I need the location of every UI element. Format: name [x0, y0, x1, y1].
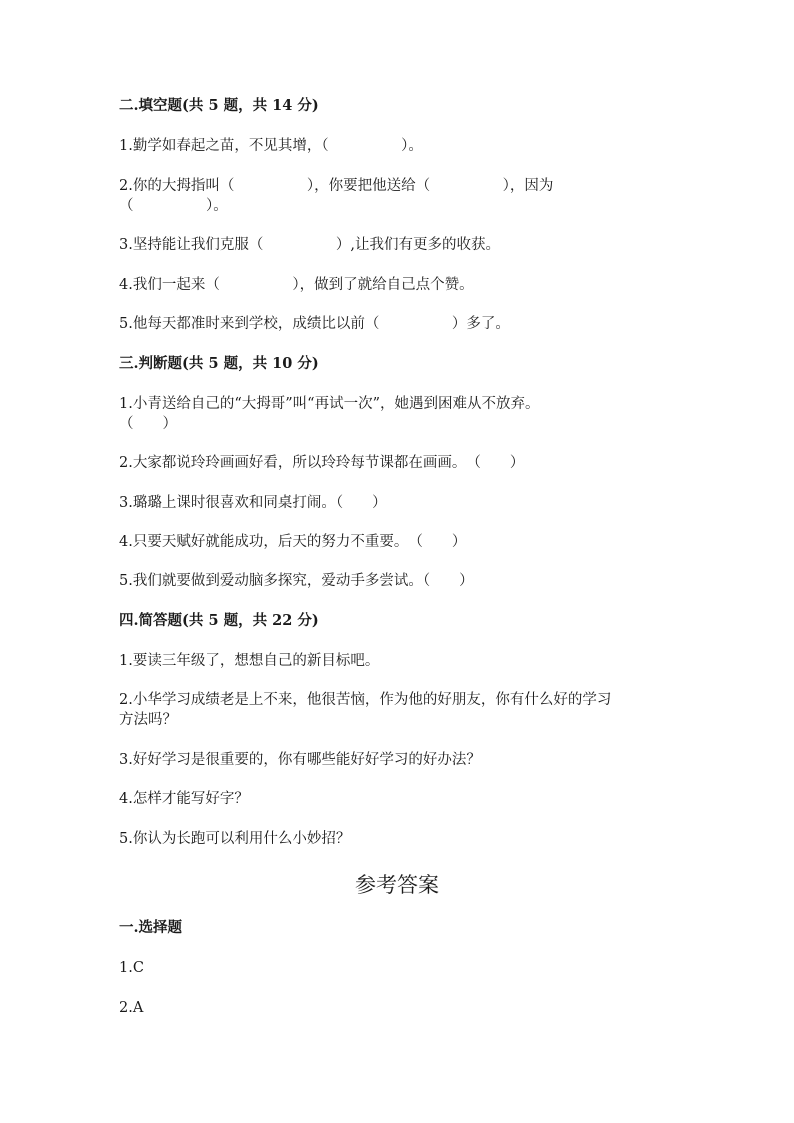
fill-blank-question-2-line-1: 2.你的大拇指叫（ ），你要把他送给（ ），因为	[119, 178, 554, 194]
short-answer-question-2-line-1: 2.小华学习成绩老是上不来，他很苦恼，作为他的好朋友，你有什么好的学习	[119, 692, 612, 708]
short-answer-question-2-line-2: 方法吗？	[119, 712, 177, 728]
short-answer-question-4: 4.怎样才能写好字？	[119, 791, 249, 807]
short-answer-question-1: 1.要读三年级了，想想自己的新目标吧。	[119, 653, 380, 669]
answer-2: 2.A	[119, 1000, 144, 1016]
true-false-question-2: 2.大家都说玲玲画画好看，所以玲玲每节课都在画画。 （ ）	[119, 455, 525, 471]
section-true-false-heading: 三.判断题(共 5 题，共 10 分)	[119, 355, 319, 372]
fill-blank-question-1: 1.勤学如春起之苗，不见其增，（ ）。	[119, 138, 423, 154]
fill-blank-question-5: 5.他每天都准时来到学校，成绩比以前（ ）多了。	[119, 316, 510, 332]
true-false-question-5: 5.我们就要做到爱动脑多探究，爱动手多尝试。（ ）	[119, 573, 474, 589]
answer-1: 1.C	[119, 960, 144, 976]
short-answer-question-5: 5.你认为长跑可以利用什么小妙招？	[119, 831, 351, 847]
true-false-question-1-line-1: 1.小青送给自己的“大拇哥”叫“再试一次”，她遇到困难从不放弃。	[119, 396, 540, 412]
answer-key-title: 参考答案	[355, 873, 439, 897]
section-fill-blank-heading: 二.填空题(共 5 题，共 14 分)	[119, 97, 319, 114]
true-false-question-3: 3.璐璐上课时很喜欢和同桌打闹。（ ）	[119, 495, 387, 511]
true-false-question-4: 4.只要天赋好就能成功，后天的努力不重要。 （ ）	[119, 534, 467, 550]
short-answer-question-3: 3.好好学习是很重要的，你有哪些能好好学习的好办法？	[119, 752, 481, 768]
fill-blank-question-2-line-2: （ ）。	[119, 198, 228, 214]
fill-blank-question-3: 3.坚持能让我们克服（ ）,让我们有更多的收获。	[119, 237, 500, 253]
true-false-question-1-line-2: （ ）	[119, 416, 177, 432]
fill-blank-question-4: 4.我们一起来（ ），做到了就给自己点个赞。	[119, 277, 474, 293]
section-short-answer-heading: 四.简答题(共 5 题，共 22 分)	[119, 612, 319, 629]
answer-section-multiple-choice-heading: 一.选择题	[119, 919, 183, 936]
